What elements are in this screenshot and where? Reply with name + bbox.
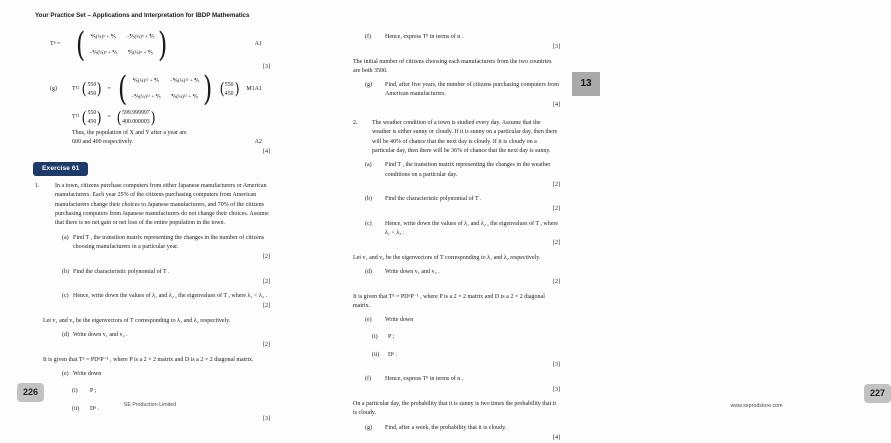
question-parts [35,234,270,424]
equals-sign: = [107,85,111,92]
part-label: (d) [365,268,372,275]
solution-line-g [50,69,270,110]
part-label: (ii) [72,405,80,412]
page-right [300,0,886,441]
vector-cells [225,81,234,98]
question-part-row [353,58,560,77]
exercise-badge: Exercise 61 [33,162,88,177]
question-part-row [372,351,560,360]
t12-symbol: T¹² [72,85,80,92]
part-text: Write down [73,370,102,377]
right-paren: ) [203,69,213,110]
marks: [3] [553,386,560,393]
marks-bracket: [4] [263,149,270,156]
question-part-row [365,195,560,204]
part-text: Let v₁ and v₂ be the eigenvectors of T corresponding to λ₁ and λ₂ respectively. [353,254,541,261]
right-paren: ) [96,107,102,127]
conclusion-line: 600 and 400 respectively. [72,139,134,146]
vector-cell: 599.999997 [122,110,150,117]
matrix-cell: −⅗(¼)¹² + ⅗ [169,78,200,85]
question-part-row [365,33,560,42]
part-label: (a) [62,234,69,241]
input-vector [219,81,240,98]
question-part-row [365,316,560,325]
part-text: Find, after a week, the probability that it is cloudy. [385,424,507,431]
part-text: Hence, write down the values of λ₁ and λ₂ , the eigenvalues of T , where λ₁ < λ₂ . [73,293,267,300]
right-paren: ) [234,79,240,99]
matrix-cells [129,75,201,103]
part-text: It is given that Tⁿ = PDⁿP⁻¹ , where P is a 2 × 2 matrix and D is a 2 × 2 diagonal matrix. [353,293,545,309]
part-label: (e) [62,370,69,377]
mark-a2: A2 [254,139,262,146]
marks: [2] [553,240,560,247]
marks: [2] [263,278,270,285]
left-paren: ( [116,107,122,127]
page-left [0,0,300,420]
result-vector [116,109,156,126]
matrix-cell: −⅖(¼)¹² + ⅖ [131,93,161,100]
question-part-row [62,331,270,340]
vector-cell: 450 [224,90,234,97]
question-parts [353,161,560,443]
page-number-right: 227 [864,384,891,403]
matrix-cells [87,31,156,59]
solution-line-result [72,109,270,126]
vector-cell: 550 [87,82,97,89]
marks: [2] [553,279,560,286]
marks: [2] [553,181,560,188]
mark-m1a1: M1A1 [246,85,262,92]
question-parts [353,33,560,110]
part-text: Find the characteristic polynomial of T . [73,268,170,275]
footer-left: SE Production Limited [123,402,177,408]
question-intro: The weather condition of a town is studied every day. Assume that the weather is either sunny or cloudy. If it is sunny on a particular day, then there will be 40% of chance that the next day is cloudy. If it is cloudy on a particular day, then there will be 36% of chance that the next day is sunny. [372,120,558,154]
matrix-cell: ⅗(¼)ⁿ + ⅖ [127,49,153,56]
part-label: (g) [365,82,372,89]
matrix-cell: ⅖(¼)ⁿ + ⅗ [90,34,116,40]
matrix-cell: ⅖(¼)¹² + ⅗ [132,78,160,85]
solution-block [50,25,270,158]
solution-conclusion [72,129,270,148]
matrix-tn [74,25,170,65]
footer-right: www.seprodstore.com [730,403,783,409]
left-paren: ( [81,107,87,127]
question-number: 2. [353,120,358,127]
question-part-row [353,400,560,419]
marks: [3] [263,415,270,422]
marks: [2] [263,303,270,310]
marks: [4] [553,101,560,108]
question-2 [353,119,560,443]
matrix-cell: −⅖(¼)ⁿ + ⅖ [89,49,118,56]
vector-cells [122,109,150,126]
marks: [3] [553,44,560,51]
equals-sign: = [107,113,111,120]
part-label: (b) [62,268,69,275]
part-label: (a) [365,162,372,169]
part-text: On a particular day, the probability that it is sunny is two times the probability that it is cloudy. [353,400,557,417]
part-label: (g) [365,424,372,431]
question-part-row [62,292,270,301]
question-1 [35,182,270,424]
part-label: (f) [365,34,371,40]
tn-lhs: Tⁿ = [50,41,61,48]
vector-cell: 450 [87,118,97,125]
right-paren: ) [150,107,156,127]
matrix-t12 [116,69,215,110]
part-text: Find, after five years, the number of citizens purchasing computers from American manufacturers. [385,82,559,98]
page-number-left: 226 [17,383,44,402]
conclusion-text [72,129,237,148]
left-paren: ( [81,79,87,99]
marks-bracket: [3] [263,64,270,70]
part-label-g: (g) [50,85,57,92]
marks: [2] [553,206,560,213]
part-text: Let v₁ and v₂ be the eigenvectors of T corresponding to λ₁ and λ₂ respectively. [43,317,231,324]
part-text: Write down [385,317,414,324]
vector-cell: 450 [87,90,97,97]
question-intro: In a town, citizens purchase computers from either Japanese manufacturers or American manufacturers. Each year 25% of the citizens purchasing computers from American manufacturers change their choices to Japanese manufacturers, and 70% of the citizens purchasing computers from Japanese manufacturers do not change their choices. Assume that there is no net gain or net loss of the entire population in the town. [55,183,269,227]
vector-cells [88,81,97,98]
part-text: Write down v₁ and v₂ . [385,268,440,275]
marks: [3] [553,362,560,369]
part-text: Find the characteristic polynomial of T . [385,196,482,203]
mark-a1: A1 [254,41,262,48]
left-paren: ( [117,69,128,110]
matrix-cell: −⅗(¼)ⁿ + ⅗ [126,34,155,40]
question-part-row [365,220,560,239]
question-part-row [365,161,560,180]
part-label: (ii) [372,351,380,358]
matrix-cell: ⅗(¼)¹² + ⅖ [171,93,198,100]
chapter-tab: 13 [572,72,600,96]
question-part-row [62,268,270,277]
question-part-row [353,293,560,312]
marks: [4] [553,434,560,441]
question-part-row [72,387,270,396]
part-text: Hence, express Tⁿ in terms of n . [385,376,464,383]
question-part-row [365,81,560,100]
part-label: (e) [365,317,372,324]
part-label: (c) [365,220,372,227]
part-text: Find T , the transition matrix representing the changes in the weather conditions on a particular day. [385,162,551,178]
left-paren: ( [219,79,225,99]
part-text: Write down v₁ and v₂ . [73,332,128,339]
left-paren: ( [75,25,86,65]
right-paren: ) [158,25,168,65]
part-label: (b) [365,196,372,203]
marks: [2] [263,254,270,261]
part-text: Dⁿ . [388,351,398,358]
part-label: (c) [62,293,69,300]
part-text: Dⁿ . [90,405,100,412]
right-paren: ) [96,79,102,99]
question-part-row [62,234,270,253]
question-part-row [365,268,560,277]
conclusion-line: Thus, the population of X and Y after a year are [72,129,187,136]
part-text: P ; [90,388,97,395]
part-text: P ; [388,334,395,341]
part-text: Hence, write down the values of λ₁ and λ₂ , the eigenvalues of T , where λ₁ < λ₂ . [385,220,559,237]
part-text: Find T , the transition matrix representing the changes in the number of citizens choosing manufacturers in a particular year. [73,234,265,250]
vector-cells [88,109,97,126]
question-part-row [365,375,560,384]
page-header: Your Practice Set – Applications and Interpretation for IBDP Mathematics [35,12,250,19]
vector-cell: 400.000003 [122,118,150,125]
solution-line-tn [50,25,270,65]
question-part-row [62,370,270,379]
question-part-row [365,424,560,433]
part-text: Hence, express Tⁿ in terms of n . [385,34,464,40]
question-part-row [372,333,560,342]
part-label: (i) [372,334,378,341]
input-vector [81,81,102,98]
part-label: (d) [62,332,69,339]
question-number: 1. [35,183,40,190]
t12-symbol: T¹² [72,113,80,120]
vector-cell: 550 [224,82,234,89]
question-part-row [353,254,560,263]
part-text: The initial number of citizens choosing each manufacturers from the two countries are both 3500. [353,58,552,74]
vector-cell: 550 [87,110,97,117]
question-part-row [43,317,270,326]
part-label: (i) [72,388,78,395]
input-vector [81,109,102,126]
part-text: It is given that Tⁿ = PDⁿP⁻¹ , where P is a 2 × 2 matrix and D is a 2 × 2 diagonal matrix. [43,356,254,363]
question-part-row [43,356,270,365]
question-1-continued [353,33,560,110]
part-label: (f) [365,376,371,383]
marks: [2] [263,342,270,349]
